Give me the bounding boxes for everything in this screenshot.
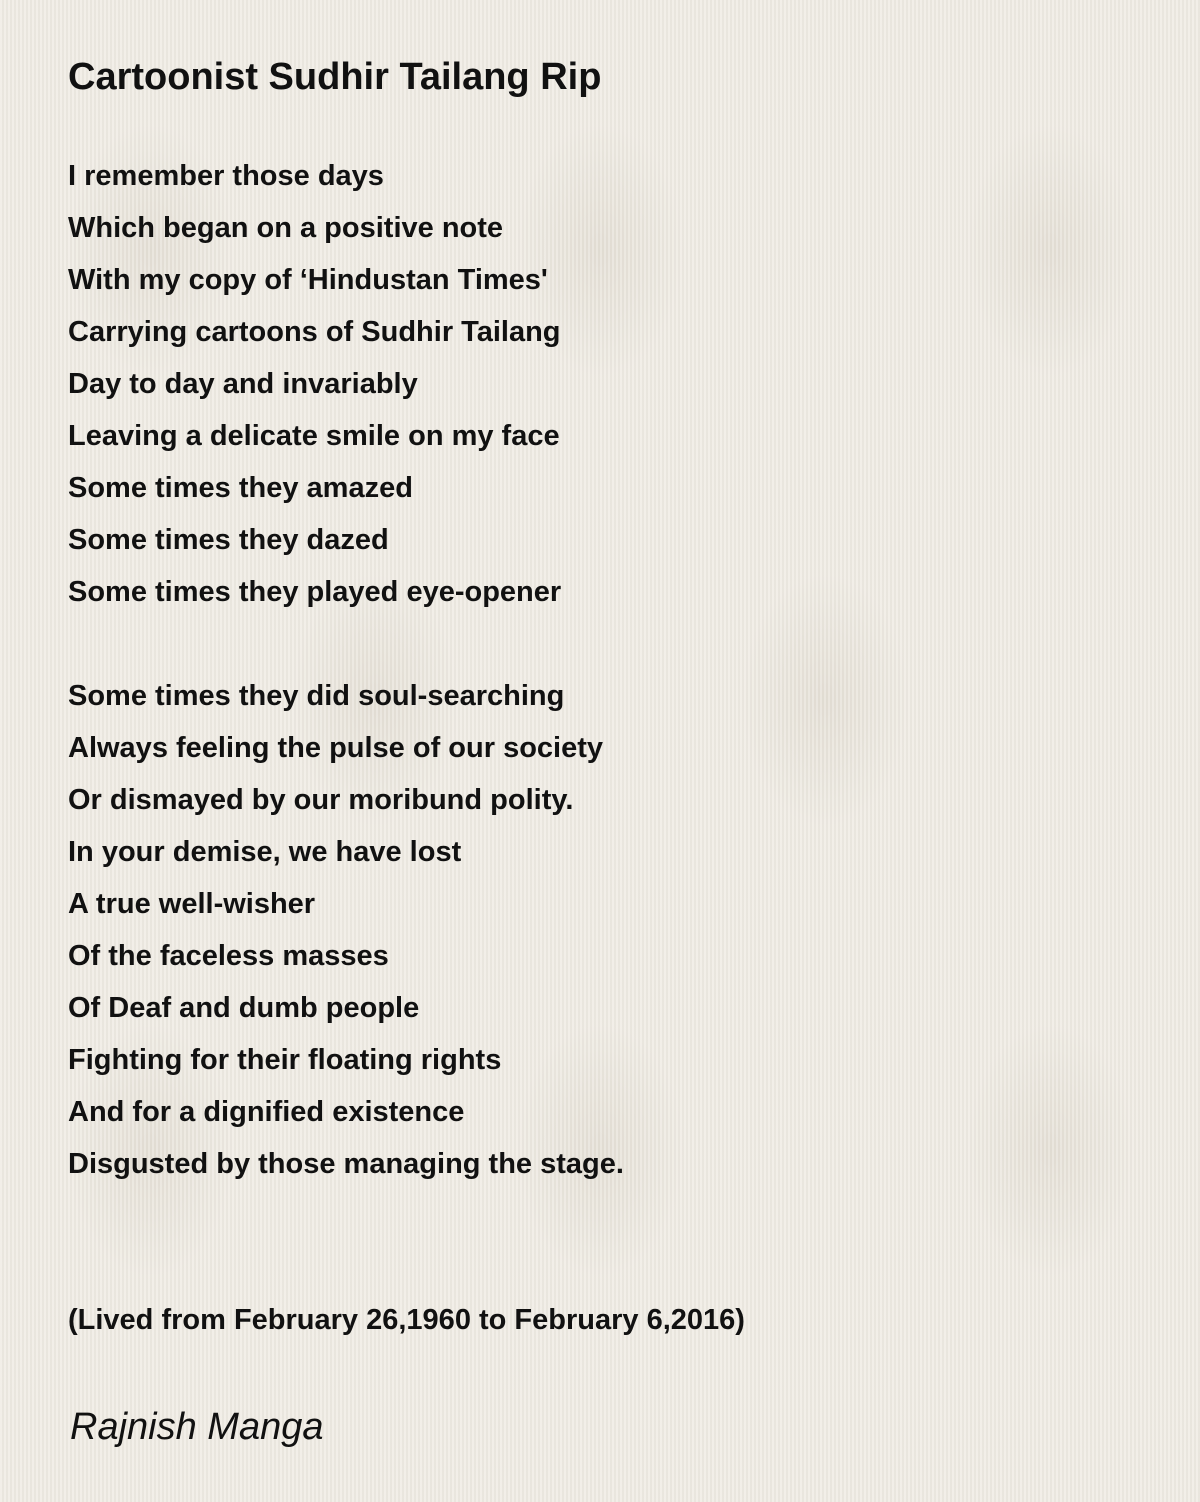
poem-line: A true well-wisher bbox=[68, 888, 316, 920]
poem-line: Some times they amazed bbox=[68, 472, 413, 504]
stanza-break bbox=[68, 618, 1148, 670]
poem-line: Leaving a delicate smile on my face bbox=[68, 420, 560, 452]
poem-line: Of the faceless masses bbox=[68, 940, 389, 972]
poem-line: And for a dignified existence bbox=[68, 1096, 465, 1128]
author-name: Rajnish Manga bbox=[70, 1406, 324, 1448]
poem-line: In your demise, we have lost bbox=[68, 836, 462, 868]
poem-line: Some times they played eye-opener bbox=[68, 576, 562, 608]
poem-line: Some times they did soul-searching bbox=[68, 680, 565, 712]
poem-body bbox=[68, 150, 1148, 1346]
poem-line: Fighting for their floating rights bbox=[68, 1044, 502, 1076]
poem-line: Or dismayed by our moribund polity. bbox=[68, 784, 574, 816]
poem-line: I remember those days bbox=[68, 160, 384, 192]
stanza-break bbox=[68, 1190, 1148, 1294]
life-dates-note: (Lived from February 26,1960 to February 6,2016) bbox=[68, 1304, 745, 1336]
poem-line: Disgusted by those managing the stage. bbox=[68, 1148, 624, 1180]
poem-line: Always feeling the pulse of our society bbox=[68, 732, 604, 764]
stanza-1 bbox=[68, 150, 1148, 618]
poem-line: Which began on a positive note bbox=[68, 212, 504, 244]
poem-title: Cartoonist Sudhir Tailang Rip bbox=[68, 56, 602, 98]
poem-line: Day to day and invariably bbox=[68, 368, 418, 400]
poem-line: Carrying cartoons of Sudhir Tailang bbox=[68, 316, 561, 348]
poem-line: Of Deaf and dumb people bbox=[68, 992, 420, 1024]
poem-line: With my copy of ‘Hindustan Times' bbox=[68, 264, 548, 296]
stanza-2 bbox=[68, 670, 1148, 1190]
poem-line: Some times they dazed bbox=[68, 524, 389, 556]
